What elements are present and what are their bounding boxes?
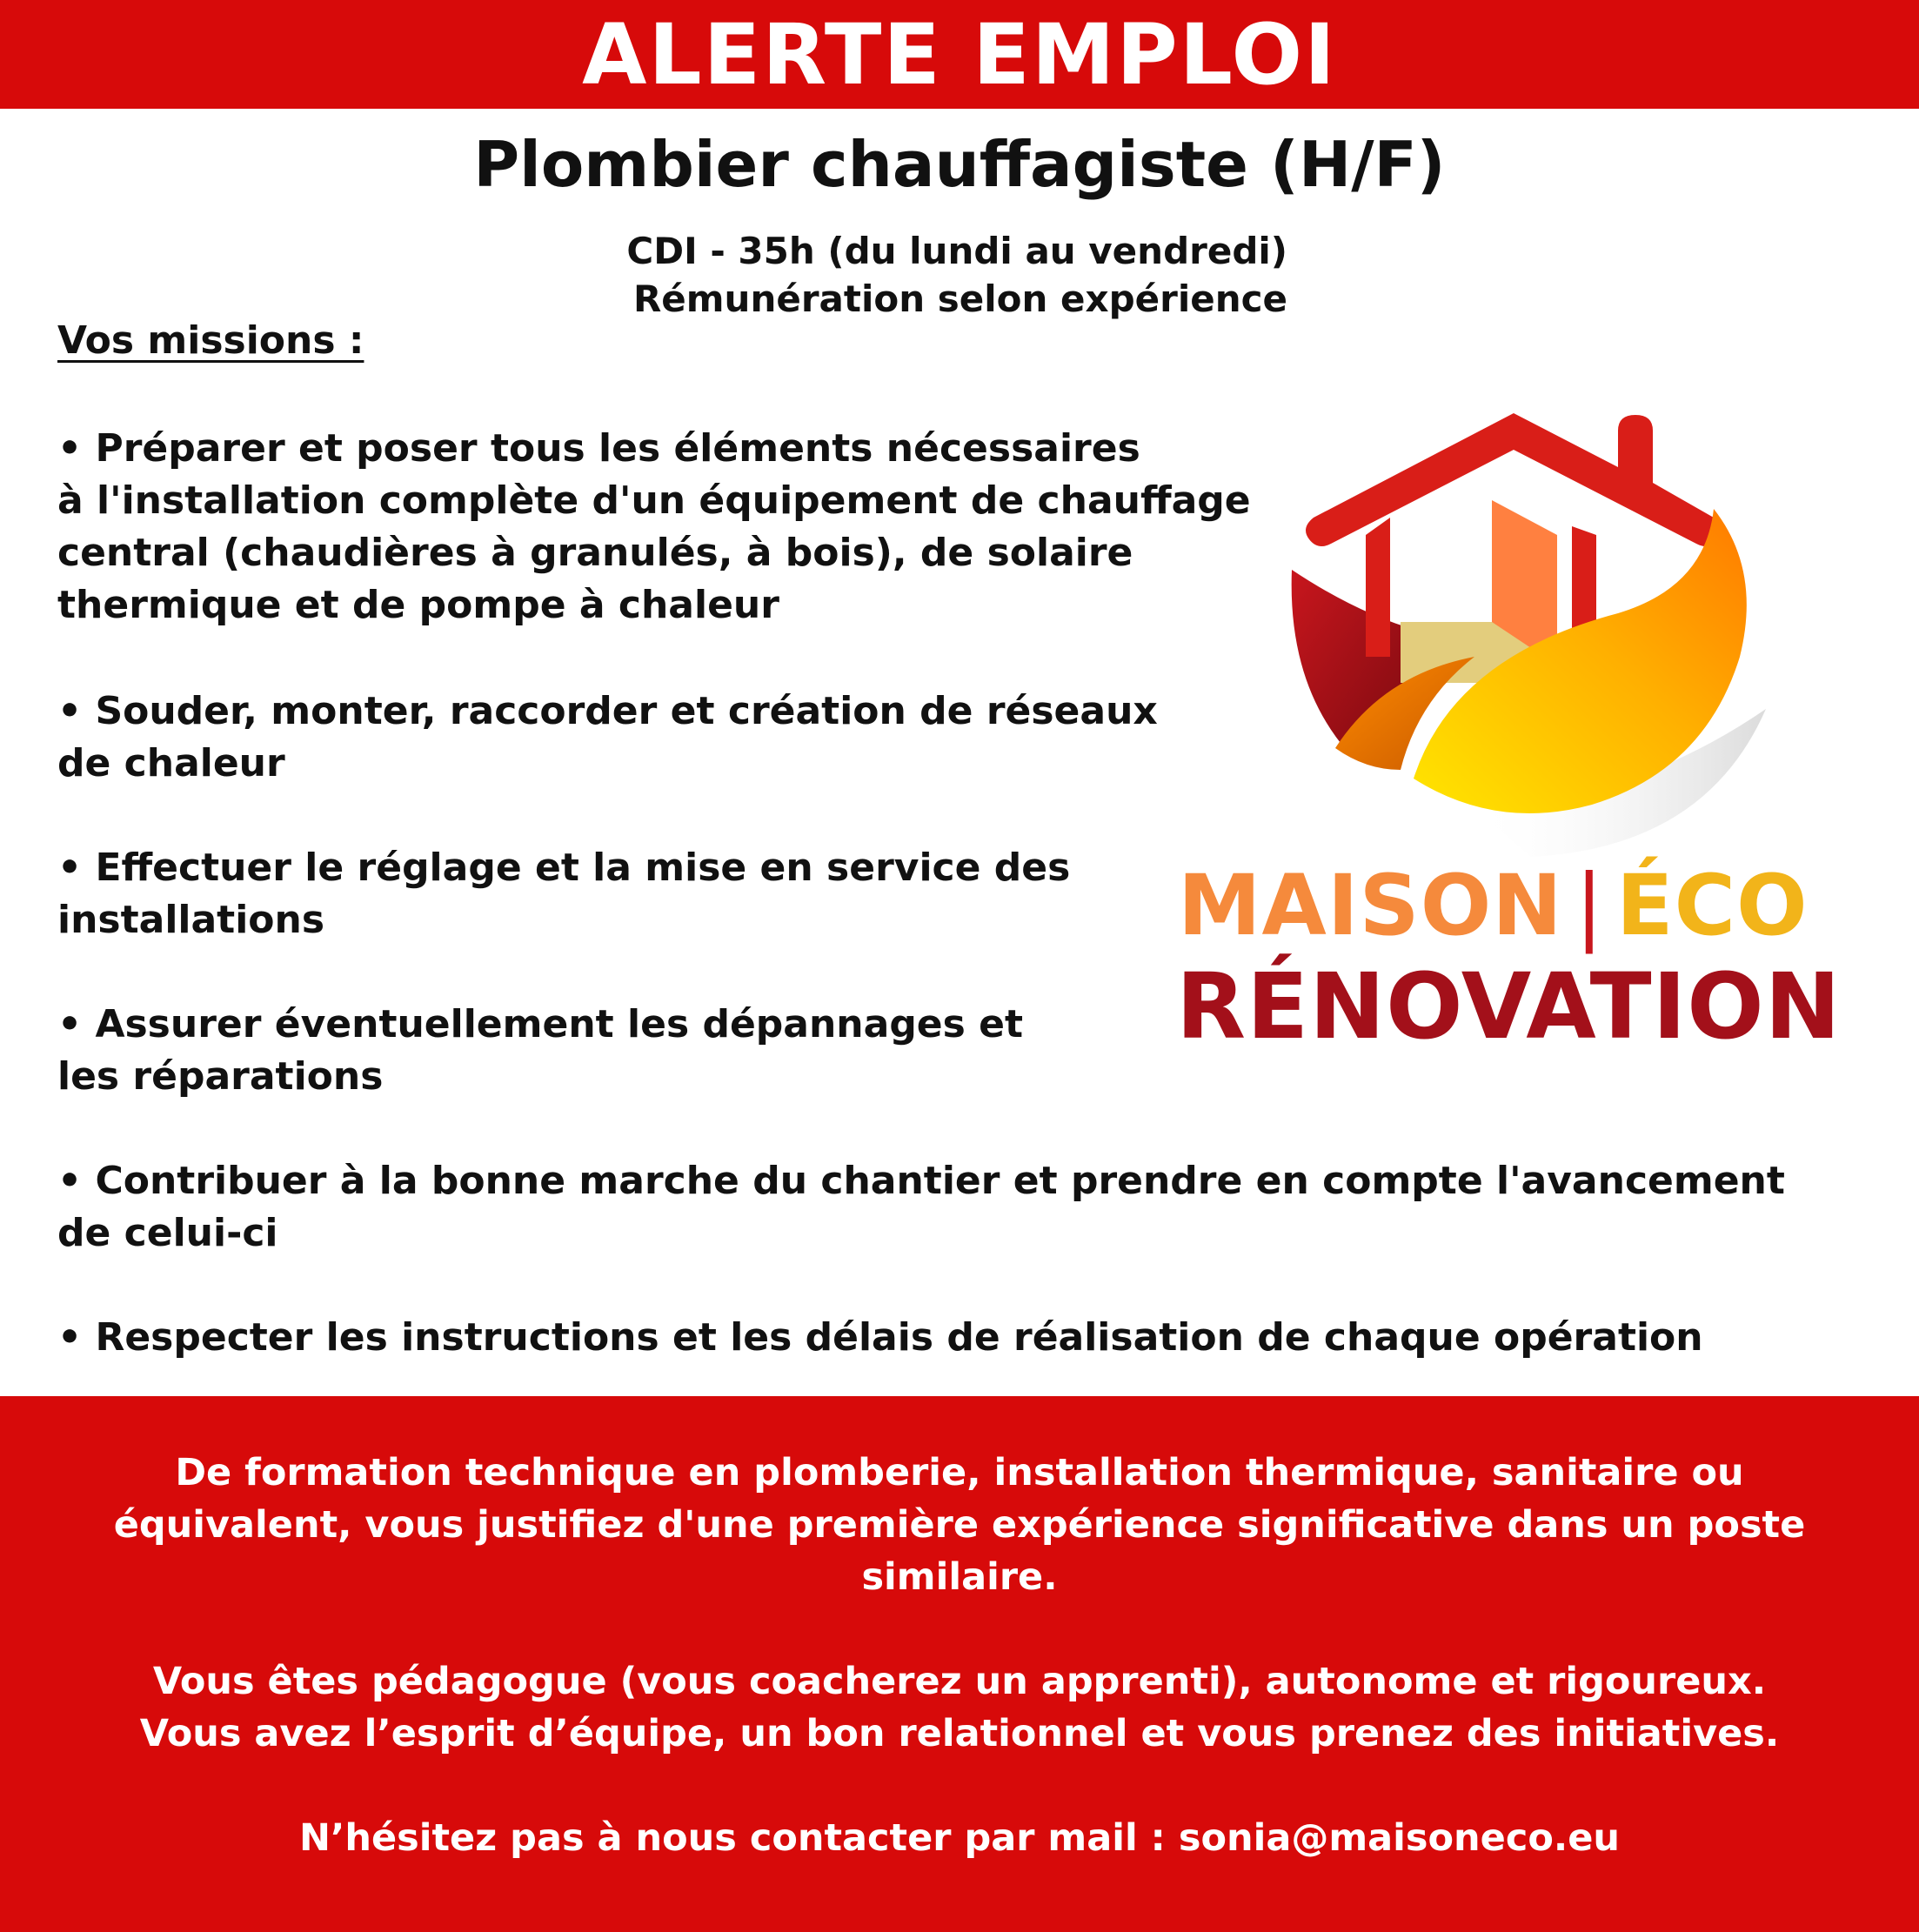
contact-line: N’hésitez pas à nous contacter par mail : sonia@maisoneco.eu <box>299 1816 1620 1860</box>
brand-word-maison: MAISON <box>1178 857 1563 954</box>
profile-paragraph-qualities: Vous êtes pédagogue (vous coacherez un apprenti), autonome et rigoureux. Vous avez l’esprit d’équipe, un bon relationnel et vous prenez des initiatives. <box>139 1660 1780 1755</box>
profile-paragraph-training: De formation technique en plomberie, installation thermique, sanitaire ou équivalent, vous justifiez d'une première expérience significative dans un poste similaire. <box>113 1451 1806 1599</box>
profile-panel <box>0 1396 1919 1932</box>
house-logo-icon <box>1253 396 1775 866</box>
job-contract: CDI - 35h (du lundi au vendredi) <box>626 230 1287 272</box>
mission-item: • Respecter les instructions et les délais de réalisation de chaque opération <box>57 1315 1703 1360</box>
mission-item: • Assurer éventuellement les dépannages et les réparations <box>57 1002 1024 1099</box>
logo-house-walls <box>1366 518 1390 657</box>
brand-name-renovation: RÉNOVATION <box>1176 953 1842 1060</box>
brand-word-eco: ÉCO <box>1615 857 1809 954</box>
job-salary: Rémunération selon expérience <box>632 277 1287 320</box>
mission-item: • Contribuer à la bonne marche du chantier et prendre en compte l'avancement de celui-ci <box>57 1159 1785 1255</box>
job-meta <box>470 228 1287 323</box>
banner-title: ALERTE EMPLOI <box>582 5 1337 104</box>
brand-separator: | <box>1575 857 1604 954</box>
company-logo <box>1166 396 1879 1074</box>
mission-item: • Préparer et poser tous les éléments nécessaires à l'installation complète d'un équipement de chauffage central (chaudières à granulés, à bois), de solaire thermique et de pompe à chaleur <box>57 426 1251 627</box>
mission-item: • Effectuer le réglage et la mise en service des installations <box>57 846 1071 942</box>
missions-heading: Vos missions : <box>57 318 364 363</box>
job-title: Plombier chauffagiste (H/F) <box>473 128 1446 201</box>
brand-name-line1 <box>1178 857 1874 954</box>
alert-banner <box>0 0 1919 109</box>
mission-item: • Souder, monter, raccorder et création de réseaux de chaleur <box>57 689 1158 786</box>
